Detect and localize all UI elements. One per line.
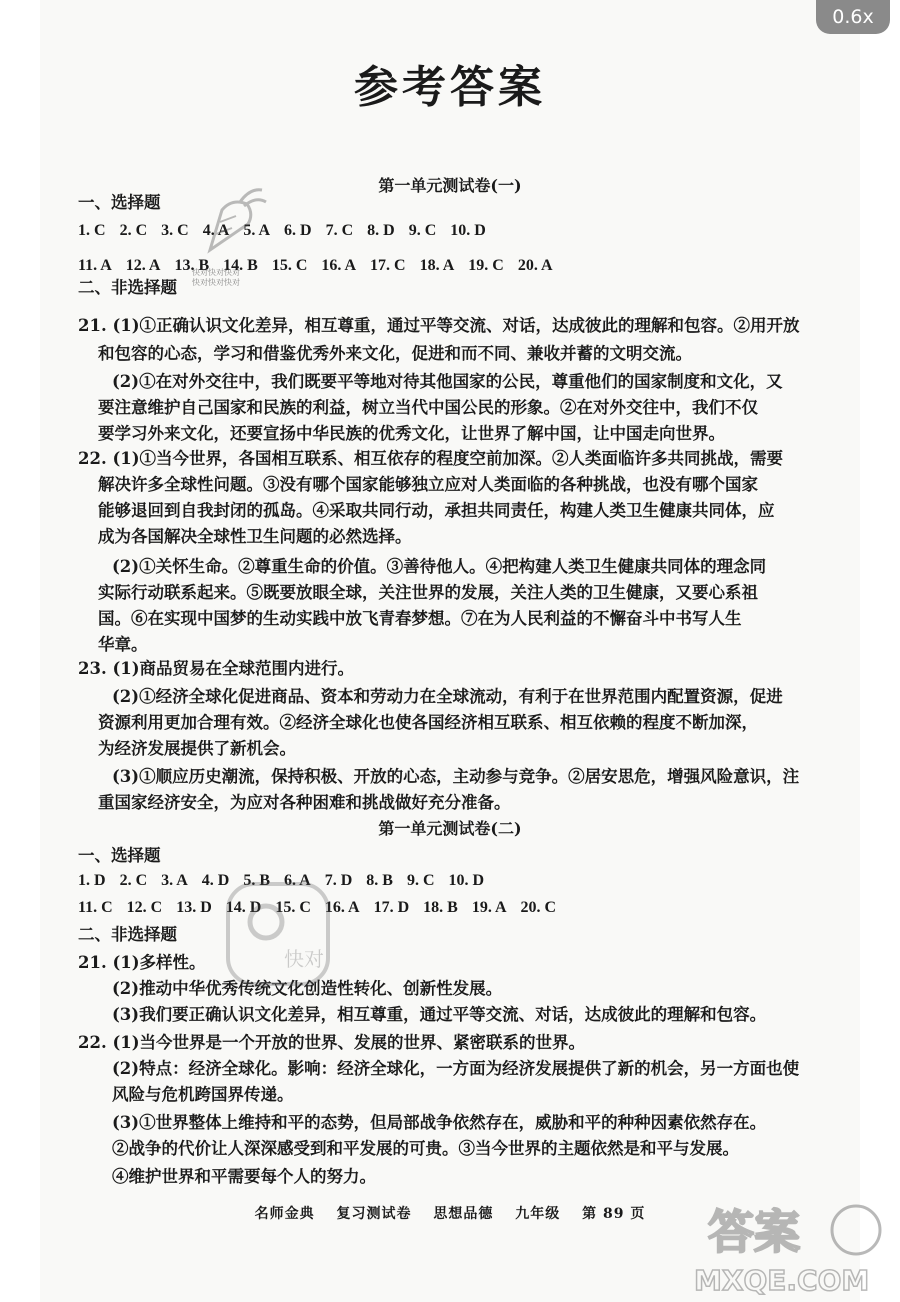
answer-item: 11. C: [78, 899, 113, 916]
answer-item: 19. A: [471, 899, 507, 916]
unit1-line: (2)①经济全球化促进商品、资本和劳动力在全球流动，有利于在世界范围内配置资源，促进: [112, 687, 783, 706]
unit2-line: ④维护世界和平需要每个人的努力。: [112, 1167, 376, 1186]
unit1-line: 成为各国解决全球性卫生问题的必然选择。: [98, 527, 412, 546]
answer-item: 3. A: [161, 872, 188, 889]
answer-item: 12. C: [126, 899, 163, 916]
answer-item: 11. A: [78, 257, 112, 274]
unit2-line: ②战争的代价让人深深感受到和平发展的可贵。③当今世界的主题依然是和平与发展。: [112, 1139, 739, 1158]
unit1-mc-row1: [78, 218, 500, 244]
unit2-mc-heading: 一、选择题: [78, 846, 161, 865]
unit1-line: 解决许多全球性问题。③没有哪个国家能够独立应对人类面临的各种挑战，也没有哪个国家: [98, 475, 758, 494]
answer-item: 6. D: [284, 222, 312, 239]
footer-grade: 九年级: [515, 1206, 561, 1222]
answer-item: 20. C: [520, 899, 557, 916]
answer-item: 18. A: [419, 257, 455, 274]
unit1-line: 国。⑥在实现中国梦的生动实践中放飞青春梦想。⑦在为人民利益的不懈奋斗中书写人生: [98, 609, 742, 628]
unit1-line: 能够退回到自我封闭的孤岛。④采取共同行动，承担共同责任，构建人类卫生健康共同体，应: [98, 501, 775, 520]
answer-item: 4. D: [201, 872, 230, 889]
unit1-line: (3)①顺应历史潮流，保持积极、开放的心态，主动参与竞争。②居安思危，增强风险意识，注: [112, 767, 800, 786]
unit1-line: 资源利用更加合理有效。②经济全球化也使各国经济相互联系、相互依赖的程度不断加深，: [98, 713, 758, 732]
answer-item: 18. B: [423, 899, 458, 916]
unit2-line: (2)推动中华优秀传统文化创造性转化、创新性发展。: [112, 979, 503, 998]
unit1-line: 实际行动联系起来。⑤既要放眼全球，关注世界的发展，关注人类的卫生健康，又要心系祖: [98, 583, 758, 602]
answer-item: 10. D: [448, 872, 485, 889]
page-title: 参考答案: [354, 62, 546, 113]
answer-item: 12. A: [125, 257, 161, 274]
unit2-line: (2)特点：经济全球化。影响：经济全球化，一方面为经济发展提供了新的机会，另一方面也使: [112, 1059, 800, 1078]
unit2-line: (3)我们要正确认识文化差异，相互尊重，通过平等交流、对话，达成彼此的理解和包容。: [112, 1005, 767, 1024]
answer-item: 5. A: [243, 222, 271, 239]
answer-item: 9. C: [406, 872, 435, 889]
answer-item: 2. C: [119, 872, 148, 889]
unit1-line: 华章。: [98, 635, 148, 654]
unit1-line: (2)①关怀生命。②尊重生命的价值。③善待他人。④把构建人类卫生健康共同体的理念同: [112, 557, 767, 576]
answer-item: 6. A: [284, 872, 311, 889]
unit1-line: 21. (1)①正确认识文化差异，相互尊重，通过平等交流、对话，达成彼此的理解和包容。②用开放: [78, 316, 800, 335]
unit2-line: 22. (1)当今世界是一个开放的世界、发展的世界、紧密联系的世界。: [78, 1033, 586, 1052]
kuaidui-stamp-icon: [222, 878, 334, 990]
unit1-line: (2)①在对外交往中，我们既要平等地对待其他国家的公民，尊重他们的国家制度和文化，又: [112, 372, 783, 391]
unit1-line: 要学习外来文化，还要宣扬中华民族的优秀文化，让世界了解中国，让中国走向世界。: [98, 424, 725, 443]
site-watermark-bottom: MXQE.COM: [694, 1264, 870, 1296]
site-watermark-icon: [688, 1196, 888, 1296]
answer-item: 2. C: [119, 222, 148, 239]
unit2-nonmc-heading: 二、非选择题: [78, 925, 177, 944]
answer-item: 16. A: [321, 257, 357, 274]
answer-item: 3. C: [161, 222, 189, 239]
watermark-small-line: 快对快对快对: [192, 278, 240, 287]
answer-item: 15. C: [271, 257, 308, 274]
footer-book: 复习测试卷: [336, 1206, 412, 1222]
answer-item: 10. D: [450, 222, 486, 239]
answer-item: 9. C: [408, 222, 437, 239]
unit2-line: 风险与危机跨国界传递。: [112, 1085, 294, 1104]
unit2-heading: 第一单元测试卷(二): [378, 819, 522, 838]
unit1-mc-heading: 一、选择题: [78, 193, 161, 212]
watermark-small-line: 快对快对快对: [192, 268, 240, 277]
unit1-nonmc-heading: 二、非选择题: [78, 278, 177, 297]
unit1-line: 要注意维护自己国家和民族的利益，树立当代中国公民的形象。②在对外交往中，我们不仅: [98, 398, 758, 417]
answer-item: 1. D: [78, 872, 106, 889]
answer-item: 17. C: [370, 257, 406, 274]
unit2-line: 21. (1)多样性。: [78, 953, 206, 972]
footer-series: 名师金典: [254, 1206, 315, 1222]
footer-subject: 思想品德: [433, 1206, 494, 1222]
stamp-label: 快对: [284, 947, 324, 971]
unit1-line: 22. (1)①当今世界，各国相互联系、相互依存的程度空前加深。②人类面临许多共同挑战，需要: [78, 449, 784, 468]
unit1-line: 和包容的心态，学习和借鉴优秀外来文化，促进和而不同、兼收并蓄的文明交流。: [98, 344, 692, 363]
unit1-heading: 第一单元测试卷(一): [378, 176, 522, 195]
zoom-level-badge[interactable]: 0.6x: [816, 0, 890, 34]
answer-item: 13. B: [174, 257, 210, 274]
answer-item: 4. A: [202, 222, 230, 239]
answer-item: 13. D: [176, 899, 212, 916]
answer-item: 17. D: [373, 899, 410, 916]
answer-item: 14. D: [225, 899, 262, 916]
answer-item: 8. D: [367, 222, 395, 239]
answer-item: 15. C: [275, 899, 311, 916]
unit1-line: 为经济发展提供了新机会。: [98, 739, 296, 758]
answer-item: 1. C: [78, 222, 106, 239]
answer-item: 8. B: [366, 872, 393, 889]
watermark-small-text: [192, 268, 240, 288]
answer-item: 5. B: [243, 872, 271, 889]
answer-item: 20. A: [517, 257, 553, 274]
answer-item: 19. C: [468, 257, 504, 274]
unit2-line: (3)①世界整体上维持和平的态势，但局部战争依然存在，威胁和平的种种因素依然存在。: [112, 1113, 767, 1132]
carrot-stamp-icon: [192, 180, 272, 260]
unit1-line: 23. (1)商品贸易在全球范围内进行。: [78, 659, 355, 678]
answer-item: 14. B: [223, 257, 258, 274]
answer-item: 16. A: [324, 899, 360, 916]
site-watermark-top: 答案: [708, 1205, 800, 1259]
footer-page-number: 第 89 页: [582, 1206, 646, 1222]
answer-item: 7. C: [325, 222, 354, 239]
answer-item: 7. D: [324, 872, 353, 889]
unit1-line: 重国家经济安全，为应对各种困难和挑战做好充分准备。: [98, 793, 511, 812]
